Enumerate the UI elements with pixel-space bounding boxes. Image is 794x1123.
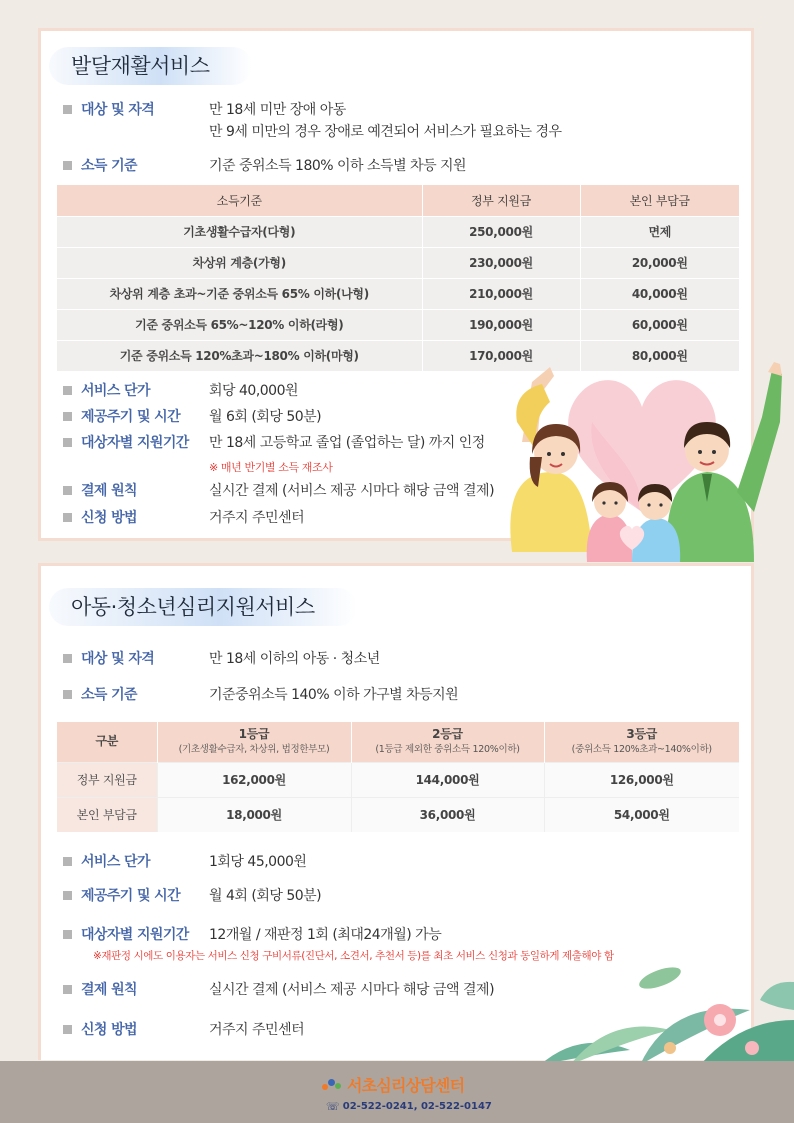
grade-name: 3등급 <box>626 726 658 741</box>
cycle-value: 월 4회 (회당 50분) <box>209 888 322 904</box>
square-bullet-icon <box>63 105 72 114</box>
table-row <box>57 216 739 247</box>
payment-row <box>63 480 494 502</box>
period-value: 만 18세 고등학교 졸업 (졸업하는 달) 까지 인정 <box>209 435 485 451</box>
grade-header <box>157 722 351 762</box>
cycle-row <box>63 406 321 428</box>
table-cell: 230,000원 <box>422 247 580 278</box>
square-bullet-icon <box>63 857 72 866</box>
table-row <box>57 762 739 797</box>
grade-name: 1등급 <box>238 726 270 741</box>
payment-label: 결제 원칙 <box>81 982 137 998</box>
table-header: 본인 부담금 <box>580 185 739 216</box>
table-cell: 36,000원 <box>351 797 544 832</box>
center-name: 서초심리상담센터 <box>347 1076 465 1095</box>
income-row <box>63 684 458 706</box>
table-cell: 80,000원 <box>580 340 739 371</box>
table-cell: 162,000원 <box>157 762 351 797</box>
payment-row <box>63 979 494 1001</box>
apply-value: 거주지 주민센터 <box>209 1022 305 1038</box>
square-bullet-icon <box>63 930 72 939</box>
square-bullet-icon <box>63 891 72 900</box>
cycle-label: 제공주기 및 시간 <box>81 409 181 425</box>
dots-logo-icon <box>322 1078 342 1092</box>
eligibility-line-1: 만 18세 미만 장애 아동 <box>209 102 346 118</box>
apply-value: 거주지 주민센터 <box>209 510 305 526</box>
eligibility-row <box>63 99 562 143</box>
income-label: 소득 기준 <box>81 158 137 174</box>
income-label: 소득 기준 <box>81 687 137 703</box>
payment-value: 실시간 결제 (서비스 제공 시마다 해당 금액 결제) <box>209 982 495 998</box>
table-cell: 18,000원 <box>157 797 351 832</box>
square-bullet-icon <box>63 985 72 994</box>
period-label: 대상자별 지원기간 <box>81 927 189 943</box>
grade-name: 2등급 <box>432 726 463 741</box>
table-cell: 40,000원 <box>580 278 739 309</box>
square-bullet-icon <box>63 1025 72 1034</box>
period-row <box>63 924 441 946</box>
square-bullet-icon <box>63 654 72 663</box>
fee-table <box>57 185 739 371</box>
table-cell: 면제 <box>580 216 739 247</box>
eligibility-label: 대상 및 자격 <box>81 651 155 667</box>
table-cell: 54,000원 <box>544 797 739 832</box>
table-cell: 20,000원 <box>580 247 739 278</box>
table-header-row <box>57 722 739 762</box>
income-row <box>63 155 466 177</box>
payment-value: 실시간 결제 (서비스 제공 시마다 해당 금액 결제) <box>209 483 495 499</box>
price-value: 1회당 45,000원 <box>209 854 307 870</box>
phone-icon: ☏ <box>326 1100 340 1113</box>
phone-text: 02-522-0241, 02-522-0147 <box>342 1101 492 1112</box>
phone-number[interactable] <box>326 1100 492 1113</box>
family-heart-illustration <box>492 362 792 562</box>
square-bullet-icon <box>63 438 72 447</box>
apply-row <box>63 507 304 529</box>
section-title: 아동·청소년심리지원서비스 <box>49 588 357 626</box>
square-bullet-icon <box>63 690 72 699</box>
table-cell: 차상위 계층 초과~기준 중위소득 65% 이하(나형) <box>57 278 422 309</box>
eligibility-value: 만 18세 이하의 아동 · 청소년 <box>209 651 380 667</box>
income-value: 기준중위소득 140% 이하 가구별 차등지원 <box>209 687 459 703</box>
price-value: 회당 40,000원 <box>209 383 299 399</box>
grade-desc: (1등급 제외한 중위소득 120%이하) <box>375 743 520 755</box>
table-cell: 차상위 계층(가형) <box>57 247 422 278</box>
table-cell: 170,000원 <box>422 340 580 371</box>
table-cell: 250,000원 <box>422 216 580 247</box>
period-value: 12개월 / 재판정 1회 (최대24개월) 가능 <box>209 927 442 943</box>
eligibility-line-2: 만 9세 미만의 경우 장애로 예견되어 서비스가 필요하는 경우 <box>209 124 562 140</box>
square-bullet-icon <box>63 386 72 395</box>
cycle-label: 제공주기 및 시간 <box>81 888 181 904</box>
period-note: ※ 매년 반기별 소득 재조사 <box>209 461 333 474</box>
table-cell: 126,000원 <box>544 762 739 797</box>
grade-table <box>57 722 739 832</box>
price-row <box>63 380 298 402</box>
grade-header <box>351 722 544 762</box>
grade-header <box>544 722 739 762</box>
table-cell: 60,000원 <box>580 309 739 340</box>
table-row <box>57 309 739 340</box>
eligibility-label: 대상 및 자격 <box>81 102 155 118</box>
row-header: 정부 지원금 <box>57 762 157 797</box>
table-row <box>57 797 739 832</box>
grade-desc: (기초생활수급자, 차상위, 법정한부모) <box>178 743 330 755</box>
section-title: 발달재활서비스 <box>49 47 252 85</box>
table-cell: 기준 중위소득 120%초과~180% 이하(마형) <box>57 340 422 371</box>
table-header: 소득기준 <box>57 185 422 216</box>
table-cell: 기준 중위소득 65%~120% 이하(라형) <box>57 309 422 340</box>
apply-row <box>63 1019 304 1041</box>
row-header: 본인 부담금 <box>57 797 157 832</box>
period-note: ※재판정 시에도 이용자는 서비스 신청 구비서류(진단서, 소견서, 추천서 등)를 최초 서비스 신청과 동일하게 제출해야 함 <box>93 950 614 962</box>
cycle-row <box>63 885 321 907</box>
table-row <box>57 247 739 278</box>
table-cell: 190,000원 <box>422 309 580 340</box>
table-cell: 기초생활수급자(다형) <box>57 216 422 247</box>
table-cell: 144,000원 <box>351 762 544 797</box>
eligibility-row <box>63 648 380 670</box>
table-header: 구분 <box>57 722 157 762</box>
footer <box>0 1061 794 1123</box>
square-bullet-icon <box>63 513 72 522</box>
period-row <box>63 432 485 454</box>
square-bullet-icon <box>63 161 72 170</box>
center-logo <box>322 1073 464 1096</box>
eligibility-value <box>209 99 562 143</box>
period-label: 대상자별 지원기간 <box>81 435 189 451</box>
price-row <box>63 851 306 873</box>
price-label: 서비스 단가 <box>81 854 150 870</box>
square-bullet-icon <box>63 412 72 421</box>
table-cell: 210,000원 <box>422 278 580 309</box>
cycle-value: 월 6회 (회당 50분) <box>209 409 322 425</box>
grade-desc: (중위소득 120%초과~140%이하) <box>571 743 712 755</box>
square-bullet-icon <box>63 486 72 495</box>
table-header-row <box>57 185 739 216</box>
apply-label: 신청 방법 <box>81 510 137 526</box>
leaf-decoration <box>520 960 794 1065</box>
income-value: 기준 중위소득 180% 이하 소득별 차등 지원 <box>209 158 467 174</box>
payment-label: 결제 원칙 <box>81 483 137 499</box>
price-label: 서비스 단가 <box>81 383 150 399</box>
table-row <box>57 278 739 309</box>
apply-label: 신청 방법 <box>81 1022 137 1038</box>
table-header: 정부 지원금 <box>422 185 580 216</box>
